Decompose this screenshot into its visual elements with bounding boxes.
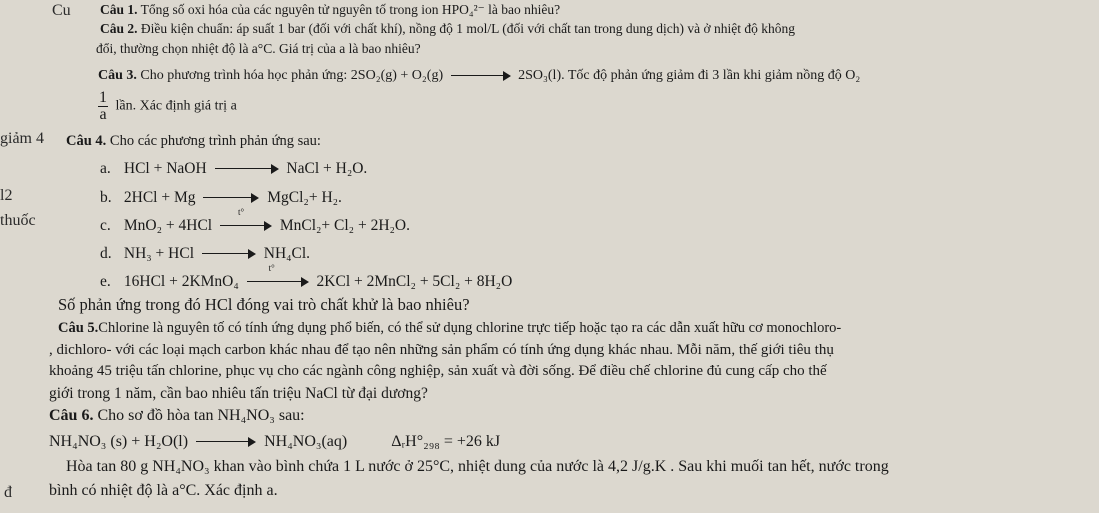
question-5-line-4: giới trong 1 năm, cần bao nhiêu tấn triệu NaCl từ đại dương? bbox=[49, 385, 428, 402]
reaction-left: 2HCl + Mg bbox=[123, 189, 196, 206]
reaction-b bbox=[100, 189, 342, 207]
question-4-text: Cho các phương trình phản ứng sau: bbox=[109, 133, 321, 149]
reaction-key: a. bbox=[100, 160, 111, 177]
question-2-line-2: đổi, thường chọn nhiệt độ là a°C. Giá trị của a là bao nhiêu? bbox=[96, 41, 421, 56]
reaction-right: MgCl₂+ H₂. bbox=[267, 189, 342, 206]
enthalpy-value: ΔᵣH°₂₉₈ = +26 kJ bbox=[391, 433, 501, 450]
reaction-right: MnCl₂+ Cl₂ + 2H₂O. bbox=[279, 217, 410, 234]
reaction-a bbox=[100, 160, 367, 178]
question-4-header bbox=[66, 133, 321, 150]
reaction-left: MnO₂ + 4HCl bbox=[123, 217, 213, 234]
reaction-arrow bbox=[220, 221, 272, 231]
fraction-denominator: a bbox=[99, 106, 107, 123]
reaction-right: NH₄Cl. bbox=[263, 245, 311, 262]
fraction-numerator: 1 bbox=[99, 89, 107, 106]
question-3-text-2: lần. Xác định giá trị a bbox=[115, 98, 237, 114]
question-3-label: Câu 3. bbox=[98, 68, 137, 83]
question-6-equation bbox=[49, 433, 500, 451]
reaction-arrow bbox=[203, 193, 259, 203]
reaction-condition: t° bbox=[237, 207, 245, 217]
question-6-header bbox=[49, 407, 305, 425]
reaction-key: e. bbox=[100, 273, 111, 290]
question-5-line-3: khoảng 45 triệu tấn chlorine, phục vụ cho các ngành công nghiệp, sản xuất và đời sống. Để điều chế chlorine đủ cung cấp cho thế bbox=[49, 363, 827, 379]
question-6-label: Câu 6. bbox=[49, 407, 94, 424]
reaction-e bbox=[100, 263, 513, 291]
fraction-one-over-a bbox=[98, 90, 108, 123]
question-6-line-2: bình có nhiệt độ là a°C. Xác định a. bbox=[49, 482, 278, 499]
reaction-d bbox=[100, 245, 310, 263]
margin-fragment-d: đ bbox=[4, 484, 12, 501]
reaction-left: HCl + NaOH bbox=[123, 160, 207, 177]
reaction-arrow bbox=[247, 277, 309, 287]
margin-fragment-cu: Cu bbox=[52, 2, 71, 19]
question-3-line-1 bbox=[98, 68, 860, 84]
question-4-question: Số phản ứng trong đó HCl đóng vai trò chất khử là bao nhiêu? bbox=[58, 295, 470, 314]
question-2-label: Câu 2. bbox=[100, 21, 138, 36]
reaction-arrow bbox=[451, 71, 511, 81]
question-6-line-1: Hòa tan 80 g NH₄NO₃ khan vào bình chứa 1 L nước ở 25°C, nhiệt dung của nước là 4,2 J/g.K . Sau khi muối tan hết, nước trong bbox=[66, 458, 889, 475]
question-5-label: Câu 5. bbox=[58, 320, 99, 336]
question-1 bbox=[100, 2, 560, 18]
question-5-text-1: Chlorine là nguyên tố có tính ứng dụng phổ biến, có thể sử dụng chlorine trực tiếp hoặc tạo ra các dẫn xuất hữu cơ monochloro- bbox=[98, 320, 842, 336]
question-2-line-1 bbox=[100, 21, 795, 37]
reaction-key: d. bbox=[100, 245, 112, 262]
margin-fragment-giam: giảm 4 bbox=[0, 130, 44, 147]
equation-left: NH₄NO₃ (s) + H₂O(l) bbox=[49, 433, 189, 450]
question-3-line-2 bbox=[98, 90, 237, 123]
reaction-condition: t° bbox=[268, 263, 275, 273]
reaction-left: 16HCl + 2KMnO₄ bbox=[123, 273, 239, 290]
question-2-text-1: Điều kiện chuẩn: áp suất 1 bar (đối với chất khí), nồng độ 1 mol/L (đối với chất tan trong dung dịch) và ở nhiệt độ không bbox=[140, 21, 796, 36]
reaction-key: b. bbox=[100, 189, 112, 206]
reaction-arrow bbox=[215, 164, 279, 174]
reaction-arrow bbox=[196, 437, 256, 447]
reaction-right: NaCl + H₂O. bbox=[286, 160, 368, 177]
reaction-left: NH₃ + HCl bbox=[123, 245, 194, 262]
reaction-arrow bbox=[202, 249, 256, 259]
reaction-c bbox=[100, 207, 410, 235]
question-1-text: Tổng số oxi hóa của các nguyên tử nguyên tố trong ion HPO₄²⁻ là bao nhiêu? bbox=[140, 2, 561, 17]
equation-right: NH₄NO₃(aq) bbox=[264, 433, 348, 450]
question-5-line-1 bbox=[58, 320, 841, 337]
question-4-label: Câu 4. bbox=[66, 133, 107, 149]
margin-fragment-thuoc: thuốc bbox=[0, 212, 36, 229]
reaction-key: c. bbox=[100, 217, 111, 234]
question-3-intro: Cho phương trình hóa học phản ứng: 2SO₂(g) + O₂(g) bbox=[140, 68, 444, 83]
question-3-product: 2SO₃(l). Tốc độ phản ứng giảm đi 3 lần khi giảm nồng độ O₂ bbox=[518, 68, 861, 83]
reaction-right: 2KCl + 2MnCl₂ + 5Cl₂ + 8H₂O bbox=[316, 273, 513, 290]
question-6-intro: Cho sơ đồ hòa tan NH₄NO₃ sau: bbox=[97, 407, 305, 424]
question-5-line-2: , dichloro- với các loại mạch carbon khác nhau để tạo nên những sản phẩm có tính ứng dụng khác nhau. Mỗi năm, thế giới tiêu thụ bbox=[49, 342, 834, 358]
margin-fragment-l2: l2 bbox=[0, 187, 13, 204]
question-1-label: Câu 1. bbox=[100, 2, 138, 17]
